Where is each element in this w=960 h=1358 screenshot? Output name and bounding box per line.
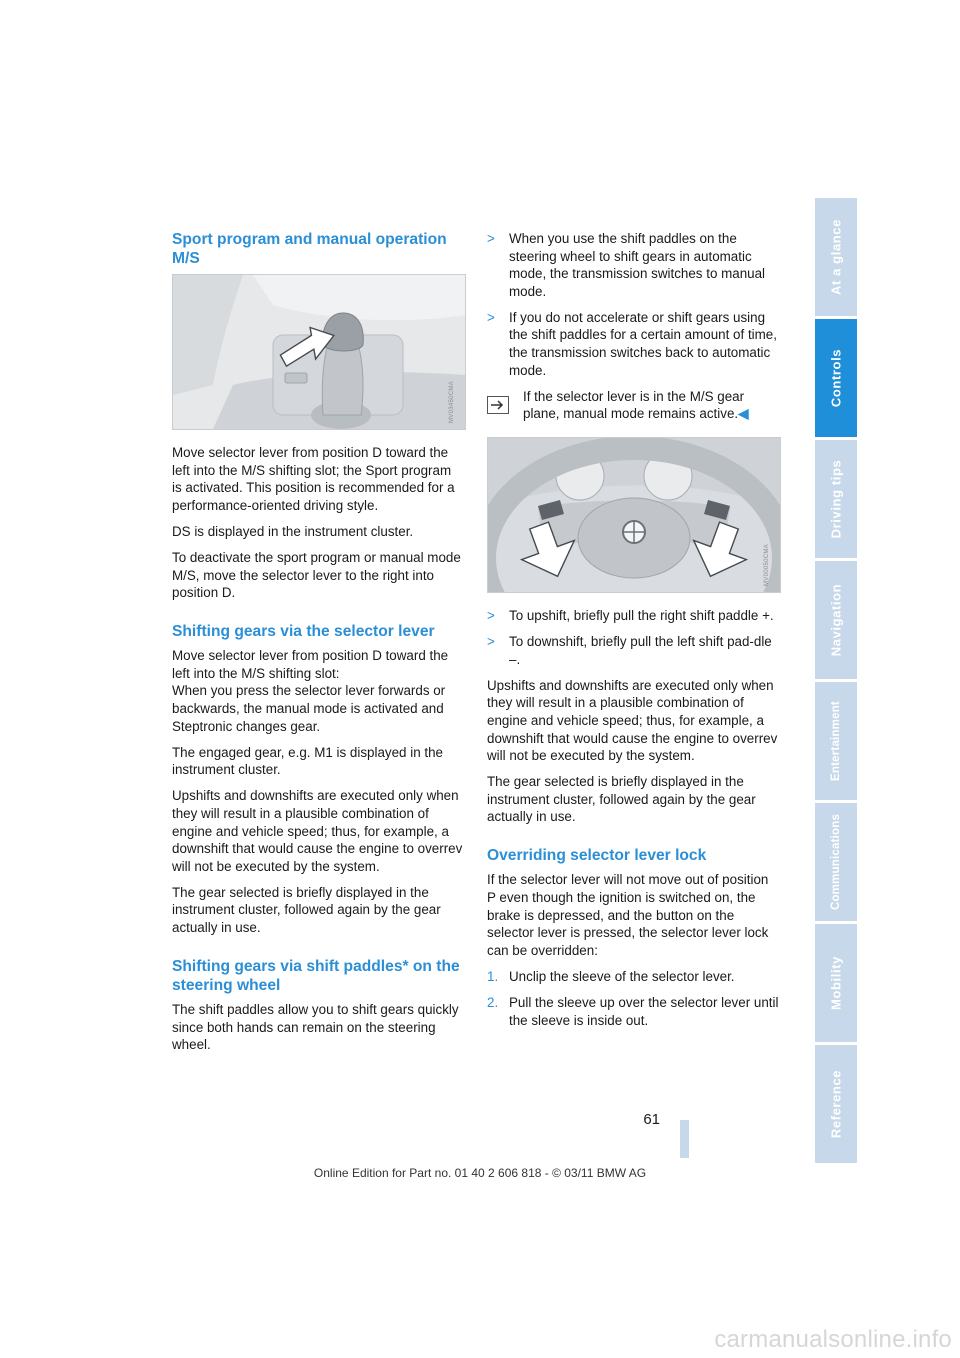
- paragraph: The gear selected is briefly displayed in the instrument cluster, followed again by the gear actually in use.: [487, 774, 756, 825]
- bullet-marker: >: [487, 607, 495, 623]
- figure-code: MV00050CMA: [764, 543, 771, 586]
- selector-lever-illustration: [172, 274, 466, 430]
- tab-reference[interactable]: Reference: [815, 1045, 857, 1163]
- steering-wheel-image: [488, 438, 780, 592]
- step-number: 1.: [487, 968, 499, 984]
- list-item: > To upshift, briefly pull the right shift paddle +.: [487, 607, 774, 623]
- paragraph: Move selector lever from position D toward the left into the M/S shifting slot; the Sport program is activated. This position is recommended for a performance-oriented driving style.: [172, 445, 455, 513]
- figure-code: MV03450CMA: [449, 380, 456, 423]
- paragraph: The shift paddles allow you to shift gears quickly since both hands can remain on the steering wheel.: [172, 1002, 459, 1053]
- note-box: [487, 388, 779, 423]
- note-icon: [487, 388, 523, 423]
- tab-controls[interactable]: Controls: [815, 319, 857, 437]
- paragraph: Move selector lever from position D toward the left into the M/S shifting slot:: [172, 648, 449, 681]
- note-text: If the selector lever is in the M/S gear plane, manual mode remains active.: [523, 388, 745, 422]
- page-marker-bar: [680, 1120, 689, 1158]
- heading-shifting-selector-lever: Shifting gears via the selector lever: [172, 623, 435, 641]
- list-item: > If you do not accelerate or shift gears using the shift paddles for a certain amount of time, the transmission switches back to automatic mode.: [487, 309, 777, 378]
- footer-text: Online Edition for Part no. 01 40 2 606 818 - © 03/11 BMW AG: [313, 1166, 647, 1180]
- paragraph: To deactivate the sport program or manual mode M/S, move the selector lever to the right into position D.: [172, 549, 461, 601]
- list-item-step-2: 2. Pull the sleeve up over the selector lever until the sleeve is inside out.: [487, 995, 779, 1028]
- end-mark-icon: ◀: [738, 406, 749, 422]
- steering-wheel-illustration: [487, 437, 781, 593]
- tab-driving-tips[interactable]: Driving tips: [815, 440, 857, 558]
- list-item: > To downshift, briefly pull the left shift pad-dle –.: [487, 634, 772, 667]
- bullet-marker: >: [487, 309, 495, 325]
- tab-navigation[interactable]: Navigation: [815, 561, 857, 679]
- heading-overriding-lock: Overriding selector lever lock: [487, 847, 707, 865]
- bullet-marker: >: [487, 231, 495, 246]
- right-column: [487, 230, 779, 1038]
- list-item-step-1: 1. Unclip the sleeve of the selector lever.: [487, 968, 735, 984]
- paragraph: The engaged gear, e.g. M1 is displayed in the instrument cluster.: [172, 744, 443, 778]
- paragraph: If the selector lever will not move out of position P even though the ignition is switched on, the brake is depressed, and the button on the selector lever is pressed, the selector lever lock can be overridden:: [487, 872, 769, 958]
- tab-mobility[interactable]: Mobility: [815, 924, 857, 1042]
- paragraph: Upshifts and downshifts are executed only when they will result in a plausible combination of engine and vehicle speed; thus, for example, a downshift that would cause the engine to overrev will not be executed by the system.: [172, 788, 463, 874]
- selector-lever-image: [173, 275, 465, 429]
- tab-at-a-glance[interactable]: At a glance: [815, 198, 857, 316]
- tab-entertainment[interactable]: Entertainment: [815, 682, 857, 800]
- tab-communications[interactable]: Communications: [815, 803, 857, 921]
- paragraph: The gear selected is briefly displayed in the instrument cluster, followed again by the gear actually in use.: [172, 884, 441, 936]
- paragraph: Upshifts and downshifts are executed only when they will result in a plausible combination of engine and vehicle speed; thus, for example, a downshift that would cause the engine to overrev will not be executed by the system.: [487, 677, 778, 764]
- chapter-tabs: [815, 198, 857, 1166]
- paragraph: When you press the selector lever forwards or backwards, the manual mode is activated and Steptronic changes gear.: [172, 683, 446, 734]
- page-number: 61: [643, 1111, 660, 1128]
- paragraph: DS is displayed in the instrument cluster.: [172, 523, 414, 539]
- left-column: [172, 230, 464, 1062]
- heading-sport-program: Sport program and manual operation M/S: [172, 231, 447, 267]
- step-number: 2.: [487, 995, 499, 1011]
- bullet-marker: >: [487, 634, 495, 650]
- heading-shift-paddles: Shifting gears via shift paddles* on the steering wheel: [172, 958, 460, 995]
- list-item: > When you use the shift paddles on the steering wheel to shift gears in automatic mode, the transmission switches to manual mode.: [487, 231, 766, 299]
